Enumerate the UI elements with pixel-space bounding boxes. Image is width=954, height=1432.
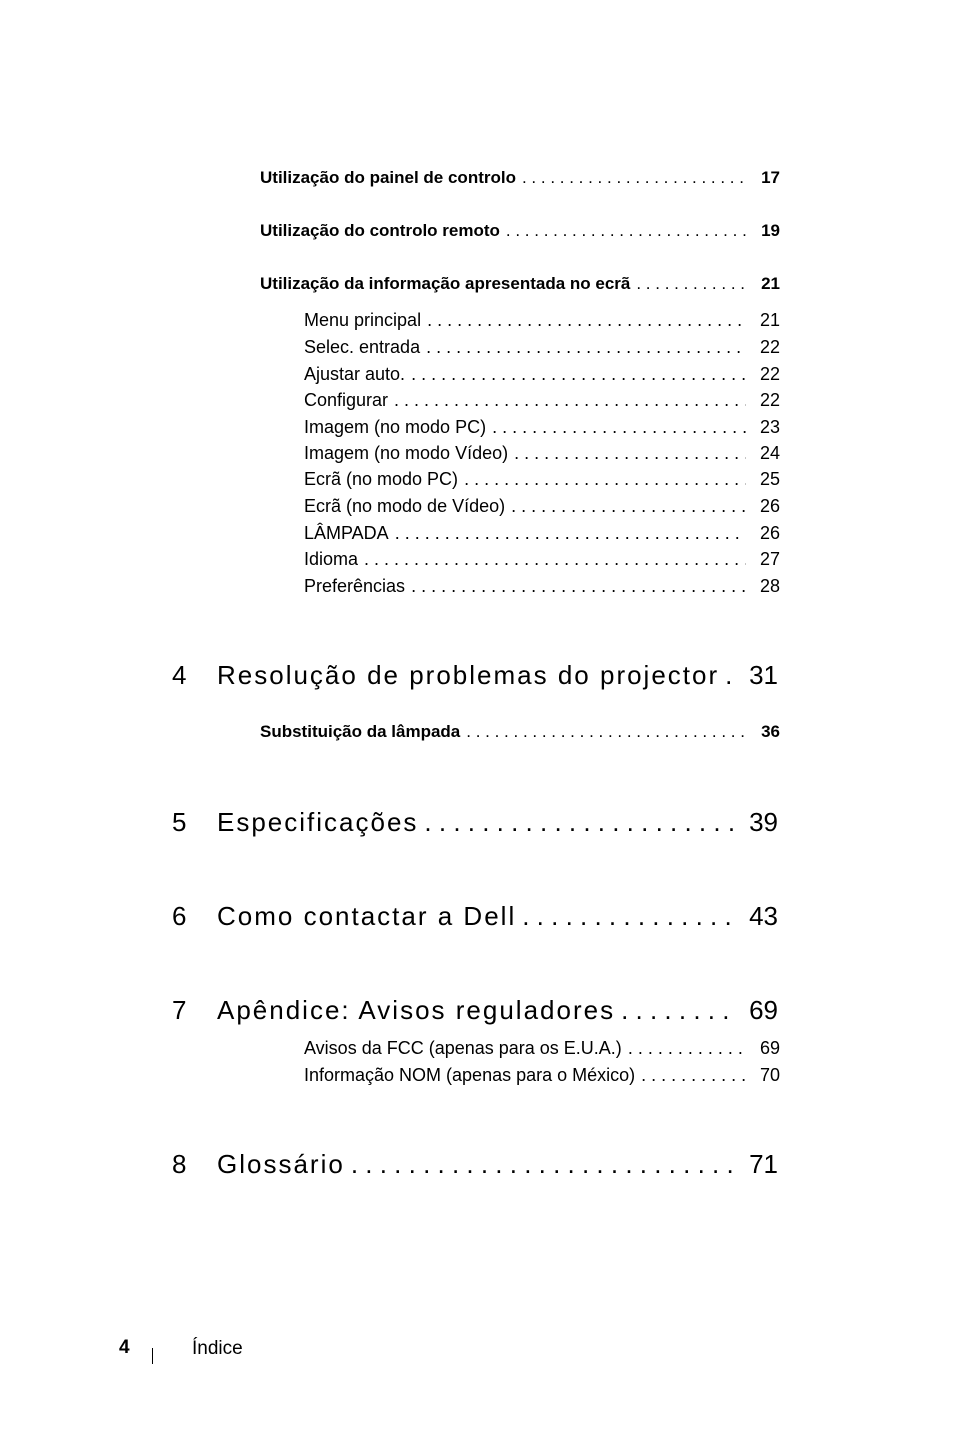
toc-item[interactable]	[304, 417, 780, 438]
footer-page-number: 4	[119, 1337, 130, 1358]
toc-item[interactable]	[304, 496, 780, 517]
toc-item[interactable]	[304, 443, 780, 464]
toc-leader-dots	[364, 549, 746, 570]
toc-page-number: 19	[761, 221, 780, 240]
toc-item[interactable]	[304, 469, 780, 490]
toc-leader-dots	[411, 576, 746, 597]
toc-leader-dots	[725, 660, 734, 691]
chapter-title: Como contactar a Dell	[217, 901, 517, 931]
toc-section-lampada[interactable]	[260, 722, 780, 742]
toc-leader-dots	[424, 807, 734, 838]
toc-page-number: 21	[761, 274, 780, 293]
toc-item-title: Imagem (no modo PC)	[304, 417, 487, 437]
toc-page-number: 39	[749, 807, 778, 837]
toc-item[interactable]	[304, 1065, 780, 1086]
toc-item-title: Imagem (no modo Vídeo)	[304, 443, 509, 463]
toc-page-number: 26	[759, 523, 780, 543]
toc-page-number: 23	[759, 417, 780, 437]
chapter-title: Especificações	[217, 807, 419, 837]
toc-section-title: Utilização da informação apresentada no ecrã	[260, 274, 631, 293]
toc-leader-dots	[492, 417, 746, 438]
toc-item[interactable]	[304, 390, 780, 411]
toc-leader-dots	[628, 1038, 746, 1059]
toc-item-title: Ajustar auto.	[304, 364, 406, 384]
toc-item[interactable]	[304, 337, 780, 358]
chapter-number: 8	[172, 1149, 187, 1179]
toc-leader-dots	[466, 722, 746, 742]
toc-leader-dots	[394, 390, 746, 411]
toc-page-number: 36	[761, 722, 780, 741]
toc-section-osd[interactable]	[260, 274, 780, 294]
chapter-title: Resolução de problemas do projector	[217, 660, 720, 690]
toc-leader-dots	[522, 901, 734, 932]
toc-item[interactable]	[304, 576, 780, 597]
toc-page-number: 28	[759, 576, 780, 596]
footer-label: Índice	[192, 1338, 243, 1359]
toc-leader-dots	[426, 337, 746, 358]
toc-leader-dots	[395, 523, 746, 544]
toc-leader-dots	[636, 274, 746, 294]
toc-item-title: Informação NOM (apenas para o México)	[304, 1065, 636, 1085]
toc-leader-dots	[514, 443, 746, 464]
toc-section-remoto[interactable]	[260, 221, 780, 241]
toc-leader-dots	[464, 469, 746, 490]
chapter-number: 4	[172, 660, 187, 690]
toc-leader-dots	[641, 1065, 746, 1086]
toc-item-title: Preferências	[304, 576, 406, 596]
toc-leader-dots	[506, 221, 746, 241]
toc-leader-dots	[411, 364, 746, 385]
toc-chapter-4[interactable]	[172, 660, 778, 691]
toc-chapter-5[interactable]	[172, 807, 778, 838]
toc-leader-dots	[621, 995, 734, 1026]
toc-chapter-8[interactable]	[172, 1149, 778, 1180]
toc-page-number: 22	[759, 364, 780, 384]
toc-page-number: 69	[749, 995, 778, 1025]
toc-item-title: Avisos da FCC (apenas para os E.U.A.)	[304, 1038, 622, 1058]
toc-section-painel[interactable]	[260, 168, 780, 188]
toc-item[interactable]	[304, 523, 780, 544]
toc-page-number: 43	[749, 901, 778, 931]
toc-item[interactable]	[304, 1038, 780, 1059]
toc-page-number: 69	[759, 1038, 780, 1058]
toc-section-title: Utilização do painel de controlo	[260, 168, 516, 187]
toc-chapter-6[interactable]	[172, 901, 778, 932]
toc-page-number: 25	[759, 469, 780, 489]
toc-page-number: 24	[759, 443, 780, 463]
toc-page-number: 31	[749, 660, 778, 690]
toc-leader-dots	[522, 168, 746, 188]
toc-section-title: Substituição da lâmpada	[260, 722, 461, 741]
toc-page-number: 70	[759, 1065, 780, 1085]
chapter-number: 6	[172, 901, 187, 931]
chapter-title: Apêndice: Avisos reguladores	[217, 995, 616, 1025]
footer-divider	[152, 1348, 153, 1364]
toc-section-title: Utilização do controlo remoto	[260, 221, 500, 240]
toc-item[interactable]	[304, 310, 780, 331]
toc-item-title: Ecrã (no modo de Vídeo)	[304, 496, 506, 516]
toc-page-number: 21	[759, 310, 780, 330]
chapter-number: 5	[172, 807, 187, 837]
toc-page-number: 26	[759, 496, 780, 516]
toc-page-number: 22	[759, 390, 780, 410]
toc-page-number: 17	[761, 168, 780, 187]
chapter-number: 7	[172, 995, 187, 1025]
toc-item-title: Ecrã (no modo PC)	[304, 469, 459, 489]
toc-item[interactable]	[304, 549, 780, 570]
toc-page-number: 22	[759, 337, 780, 357]
toc-item-title: Selec. entrada	[304, 337, 421, 357]
toc-item-title: Configurar	[304, 390, 389, 410]
toc-item-title: LÂMPADA	[304, 523, 389, 543]
toc-leader-dots	[351, 1149, 734, 1180]
toc-leader-dots	[427, 310, 746, 331]
toc-leader-dots	[511, 496, 746, 517]
toc-chapter-7[interactable]	[172, 995, 778, 1026]
toc-item-title: Idioma	[304, 549, 359, 569]
toc-item-title: Menu principal	[304, 310, 422, 330]
toc-page-number: 71	[749, 1149, 778, 1179]
toc-page-number: 27	[759, 549, 780, 569]
toc-item[interactable]	[304, 364, 780, 385]
chapter-title: Glossário	[217, 1149, 345, 1179]
